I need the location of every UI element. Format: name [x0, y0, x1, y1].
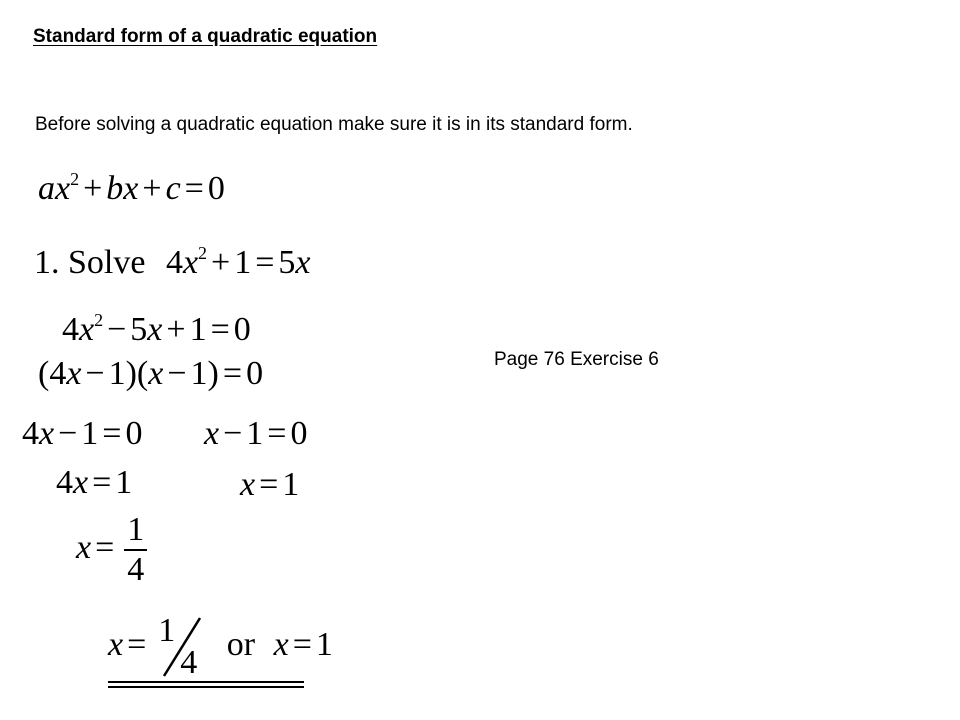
problem-label: 1. Solve: [34, 244, 146, 281]
double-underline: [108, 681, 304, 688]
factored-equation: (4x − 1)(x − 1) = 0: [38, 355, 264, 392]
factor-two-solution: x = 1: [240, 466, 300, 503]
slanted-fraction: 1 4: [156, 614, 208, 680]
one-quarter-fraction: $\frac{1}{4}$: [124, 513, 147, 587]
factor-one-solved-step: 4x = 1: [56, 464, 133, 501]
problem-statement: 1. Solve $4x^2 + 1 = 5x$: [34, 242, 311, 281]
factor-one-solution: x = $\frac{1}{4}$: [76, 513, 147, 587]
rearranged-equation: $4x^2 - 5x + 1 = 0$: [62, 309, 251, 348]
factor-one-zero: 4x − 1 = 0: [22, 415, 143, 452]
final-answer: x = 1 4 or x = 1: [108, 612, 333, 681]
factor-two-zero: x − 1 = 0: [204, 415, 308, 452]
page-title: Standard form of a quadratic equation: [33, 26, 378, 47]
exercise-reference: Page 76 Exercise 6: [494, 349, 659, 370]
standard-form-equation: $ax^2$ + bx + c = 0: [38, 168, 225, 207]
intro-text: Before solving a quadratic equation make sure it is in its standard form.: [35, 114, 633, 135]
or-connector: or: [226, 625, 256, 663]
